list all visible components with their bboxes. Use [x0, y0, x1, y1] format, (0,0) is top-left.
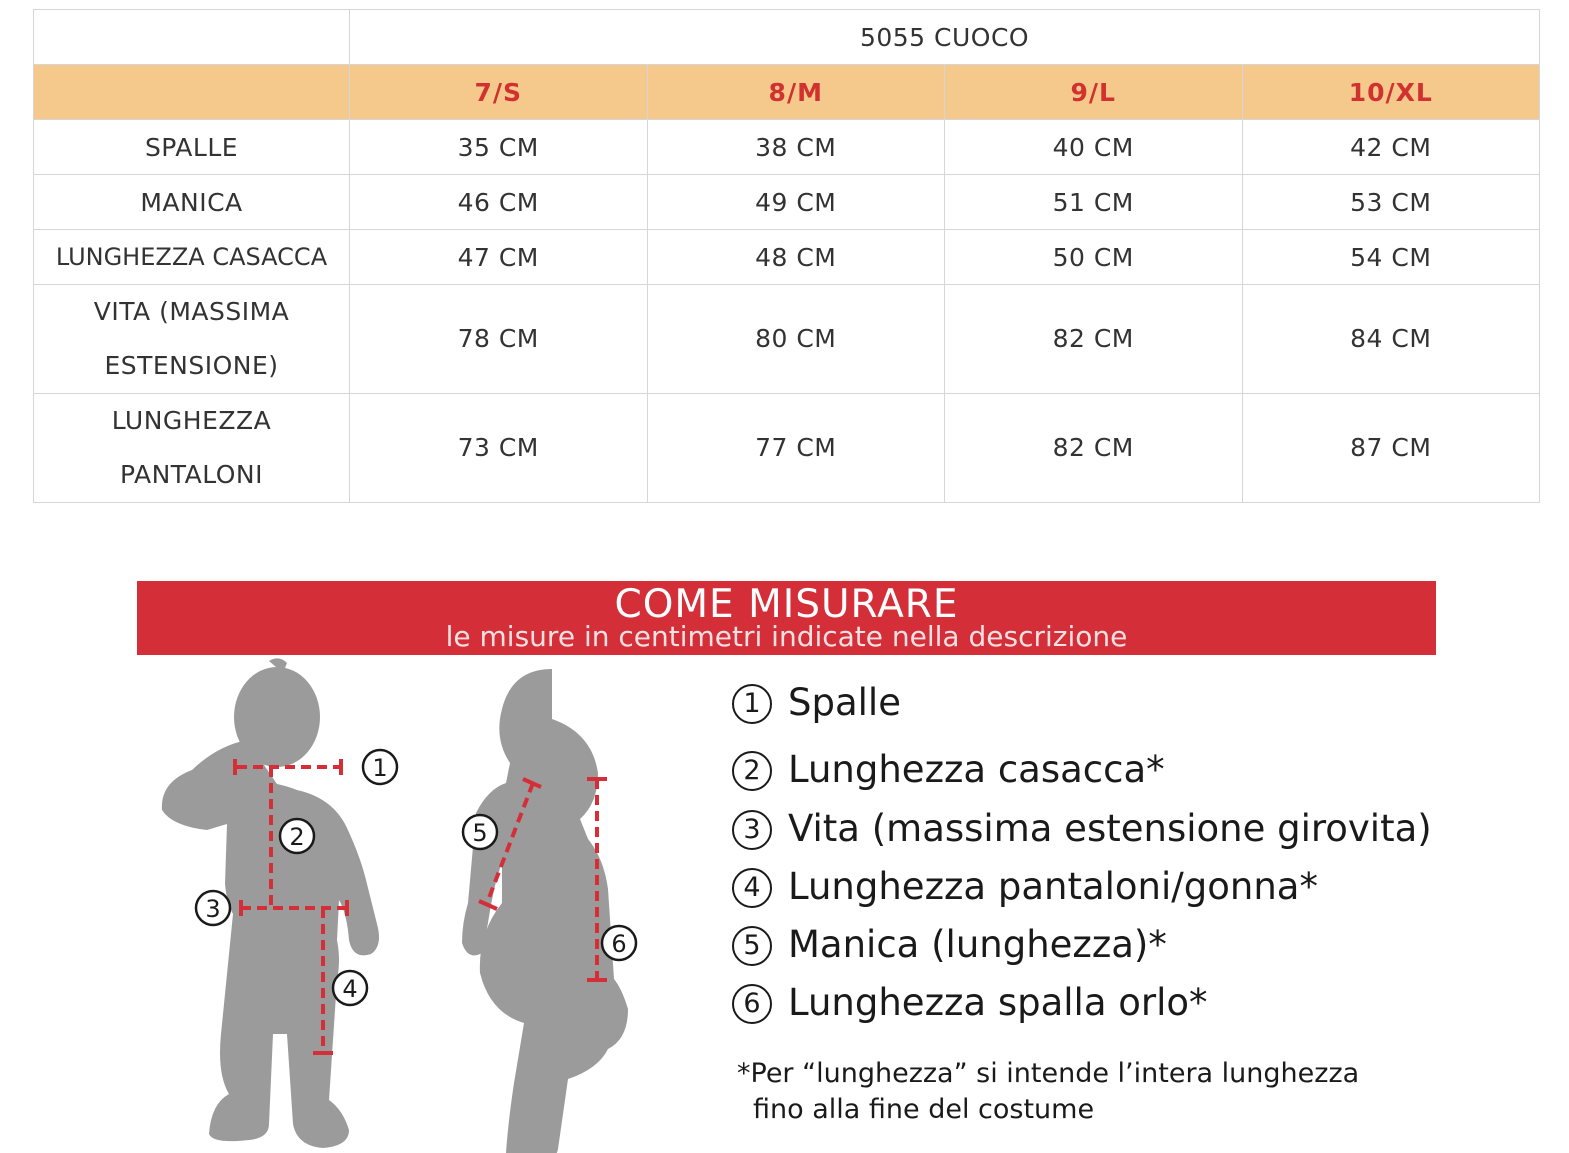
table-cell: 82 CM	[945, 394, 1243, 503]
table-row	[34, 285, 1540, 394]
table-cell: 78 CM	[350, 285, 648, 394]
legend-number: 3	[732, 810, 772, 850]
table-cell: 54 CM	[1242, 230, 1540, 285]
table-cell: 50 CM	[945, 230, 1243, 285]
svg-text:4: 4	[342, 975, 358, 1003]
row-label-line: ESTENSIONE)	[104, 351, 279, 380]
header-size: 8/M	[647, 65, 945, 120]
table-row	[34, 175, 1540, 230]
figure-marker-4	[333, 971, 367, 1005]
table-cell: 80 CM	[647, 285, 945, 394]
table-cell: 40 CM	[945, 120, 1243, 175]
header-size: 10/XL	[1242, 65, 1540, 120]
table-cell: 77 CM	[647, 394, 945, 503]
svg-text:2: 2	[289, 823, 305, 851]
row-label: LUNGHEZZA CASACCA	[34, 230, 350, 285]
note-line: *Per “lunghezza” si intende l’intera lunghezza	[737, 1058, 1360, 1089]
table-cell: 51 CM	[945, 175, 1243, 230]
length-note	[737, 1056, 1359, 1128]
table-cell: 84 CM	[1242, 285, 1540, 394]
figure-marker-2	[280, 819, 314, 853]
legend-text: Lunghezza casacca*	[788, 748, 1165, 791]
table-row	[34, 230, 1540, 285]
legend-text: Lunghezza pantaloni/gonna*	[788, 865, 1318, 908]
measurement-figures	[137, 655, 697, 1153]
figure-marker-6	[602, 926, 636, 960]
header-empty-cell	[34, 65, 350, 120]
table-header-row	[34, 65, 1540, 120]
table-title: 5055 CUOCO	[350, 10, 1540, 65]
legend-number: 4	[732, 868, 772, 908]
legend-text: Lunghezza spalla orlo*	[788, 981, 1208, 1024]
table-row	[34, 120, 1540, 175]
legend-number: 1	[732, 684, 772, 724]
header-size: 9/L	[945, 65, 1243, 120]
header-size: 7/S	[350, 65, 648, 120]
table-cell: 53 CM	[1242, 175, 1540, 230]
table-row	[34, 394, 1540, 503]
table-cell: 46 CM	[350, 175, 648, 230]
table-cell: 87 CM	[1242, 394, 1540, 503]
row-label	[34, 285, 350, 394]
table-title-row	[34, 10, 1540, 65]
svg-text:3: 3	[205, 895, 221, 923]
svg-text:6: 6	[611, 930, 627, 958]
row-label-line: LUNGHEZZA	[111, 406, 272, 435]
legend-number: 5	[732, 926, 772, 966]
table-cell: 73 CM	[350, 394, 648, 503]
svg-text:5: 5	[472, 819, 488, 847]
legend-text: Vita (massima estensione girovita)	[788, 807, 1432, 850]
figure-marker-5	[463, 815, 497, 849]
legend-number: 6	[732, 984, 772, 1024]
table-cell: 38 CM	[647, 120, 945, 175]
note-line: fino alla fine del costume	[753, 1094, 1095, 1125]
table-cell: 48 CM	[647, 230, 945, 285]
row-label	[34, 394, 350, 503]
banner-title: COME MISURARE	[614, 582, 959, 627]
table-cell: 82 CM	[945, 285, 1243, 394]
banner-subtitle: le misure in centimetri indicate nella descrizione	[445, 620, 1128, 653]
legend-number: 2	[732, 751, 772, 791]
legend-text: Spalle	[788, 681, 901, 724]
table-cell: 49 CM	[647, 175, 945, 230]
table-corner-cell	[34, 10, 350, 65]
legend-text: Manica (lunghezza)*	[788, 923, 1167, 966]
row-label-line: PANTALONI	[119, 460, 263, 489]
row-label: MANICA	[34, 175, 350, 230]
table-cell: 35 CM	[350, 120, 648, 175]
how-to-measure-banner	[137, 581, 1436, 655]
row-label-line: VITA (MASSIMA	[93, 297, 290, 326]
figure-marker-1	[363, 750, 397, 784]
side-child-silhouette-icon	[462, 669, 628, 1153]
table-cell: 42 CM	[1242, 120, 1540, 175]
figure-marker-3	[196, 891, 230, 925]
svg-text:1: 1	[372, 754, 388, 782]
table-cell: 47 CM	[350, 230, 648, 285]
size-table	[33, 9, 1540, 503]
row-label: SPALLE	[34, 120, 350, 175]
